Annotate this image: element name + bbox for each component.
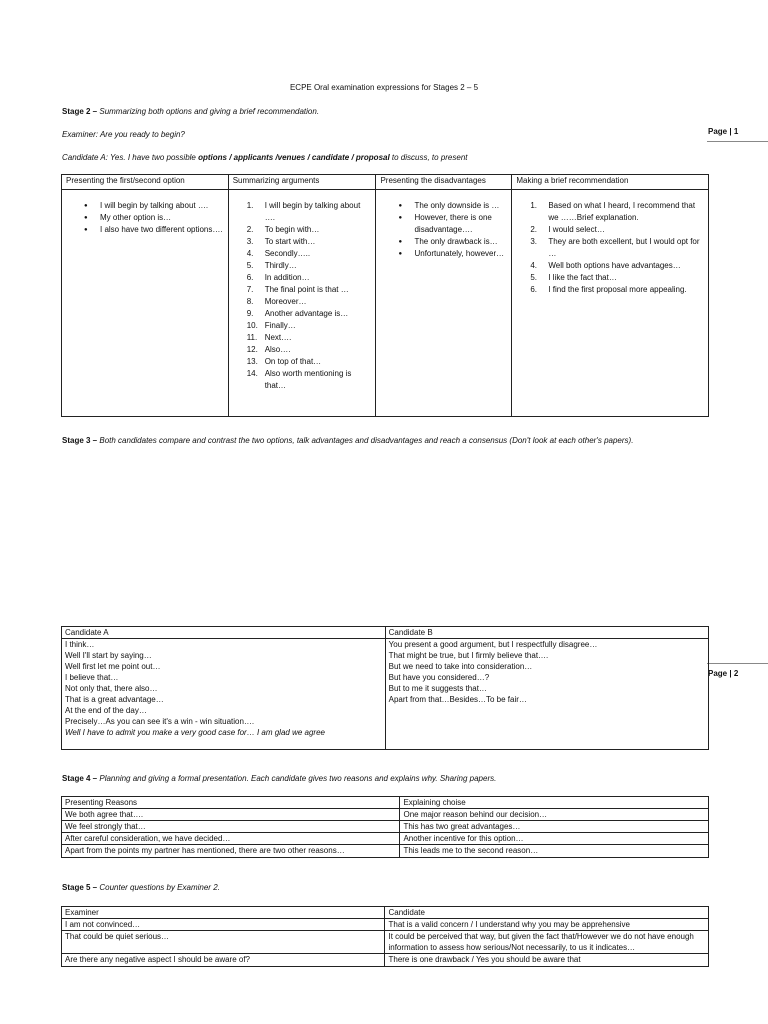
table-row	[62, 809, 709, 821]
table-cell: This leads me to the second reason…	[400, 845, 709, 858]
stage2-heading	[62, 106, 712, 118]
stage3-heading	[62, 434, 712, 447]
list-item-text: Well both options have advantages…	[548, 261, 681, 270]
list-item-text: I will begin by talking about ….	[100, 201, 209, 210]
list-item-text: I also have two different options….	[100, 225, 223, 234]
list-item	[66, 224, 224, 236]
list-item-text: Thirdly…	[264, 261, 297, 270]
phrase-item: I believe that…	[65, 673, 119, 682]
phrase-item: But to me it suggests that…	[388, 684, 487, 693]
list-item	[380, 248, 507, 260]
phrase-item: Precisely…As you can see it's a win - win situation….	[65, 717, 255, 726]
list-item	[516, 224, 704, 236]
stage5-heading	[62, 882, 712, 894]
list-item	[380, 236, 507, 248]
page-number: 1	[733, 127, 739, 136]
list-item-text: Also….	[264, 345, 291, 354]
list-item-text: I would select…	[548, 225, 605, 234]
list-item	[233, 332, 372, 344]
table-cell	[385, 639, 708, 750]
list-item-text: To start with…	[264, 237, 316, 246]
candidate-bold: options / applicants /venues / candidate / proposal	[198, 153, 390, 162]
list-number: 12.	[246, 345, 258, 354]
phrase-item: Apart from that…Besides…To be fair…	[388, 695, 527, 704]
list-number: 9.	[246, 309, 254, 318]
table-row	[62, 845, 709, 858]
table-header: Explaining choise	[400, 797, 709, 809]
table-cell: It could be perceived that way, but given the fact that/However we do not have enough information to assess how serious/Not necessarily, to us it indicates…	[385, 931, 709, 954]
list-item	[233, 368, 372, 392]
list-number: 4.	[530, 261, 538, 270]
bullet-icon: ●	[398, 251, 403, 257]
table-header: Presenting the first/second option	[62, 175, 229, 190]
stage2-table	[61, 174, 709, 417]
table-cell: Apart from the points my partner has mentioned, there are two other reasons…	[62, 845, 400, 858]
list-number: 1.	[246, 201, 254, 210]
list-item-text: Another advantage is…	[264, 309, 349, 318]
table-cell: That is a valid concern / I understand why you may be apprehensive	[385, 919, 709, 931]
phrase-item: Well I'll start by saying…	[65, 651, 152, 660]
list-number: 3.	[530, 237, 538, 246]
table-cell: After careful consideration, we have decided…	[62, 833, 400, 845]
list-number: 5.	[246, 261, 254, 270]
list-item-text: The final point is that …	[264, 285, 349, 294]
stage-description: Summarizing both options and giving a brief recommendation.	[99, 107, 320, 116]
page-number: 2	[733, 669, 739, 678]
page-label: Page	[708, 669, 728, 678]
stage-description: Counter questions by Examiner 2.	[99, 883, 220, 892]
table-row	[62, 931, 709, 954]
table-cell: Are there any negative aspect I should be aware of?	[62, 954, 385, 967]
list-item	[233, 224, 372, 236]
list-item-text: The only drawback is…	[414, 237, 498, 246]
stage-description: Planning and giving a formal presentation. Each candidate gives two reasons and explains why. Sharing papers.	[99, 774, 497, 783]
table-cell	[62, 639, 386, 750]
phrase-list	[389, 639, 705, 705]
stage-description: Both candidates compare and contrast the two options, talk advantages and disadvantages and reach a consensus (Don't look at each other's papers).	[99, 436, 634, 445]
list-item	[233, 248, 372, 260]
table-cell: We feel strongly that…	[62, 821, 400, 833]
page-marker-line	[707, 663, 768, 664]
stage4-table	[61, 796, 709, 858]
phrase-item: That is a great advantage…	[65, 695, 164, 704]
table-header: Presenting Reasons	[62, 797, 400, 809]
bullet-icon: ●	[84, 227, 88, 233]
list-number: 8.	[246, 297, 254, 306]
list-item	[233, 236, 372, 248]
table-row	[62, 954, 709, 967]
bullet-icon: ●	[398, 239, 403, 245]
page-marker-line	[707, 141, 768, 142]
stage-label: Stage 5 –	[62, 883, 100, 892]
candidate-line	[62, 152, 712, 164]
candidate-prefix: Candidate A: Yes. I have two possible	[62, 153, 199, 162]
list-number: 5.	[530, 273, 538, 282]
document-title: ECPE Oral examination expressions for Stages 2 – 5	[289, 83, 479, 92]
stage3-table	[61, 626, 709, 750]
page-label: Page	[708, 127, 728, 136]
phrase-item: But have you considered…?	[388, 673, 490, 682]
list-item-text: They are both excellent, but I would opt for …	[548, 237, 700, 258]
table-header: Candidate B	[385, 627, 708, 639]
table-header: Summarizing arguments	[228, 175, 376, 190]
table-row	[62, 919, 709, 931]
list-number: 1.	[530, 201, 538, 210]
table-header: Making a brief recommendation	[512, 175, 709, 190]
list-item-text: My other option is…	[100, 213, 172, 222]
table-cell: I am not convinced…	[62, 919, 385, 931]
phrase-item: You present a good argument, but I respectfully disagree…	[388, 640, 598, 649]
examiner-line: Examiner: Are you ready to begin?	[62, 130, 185, 139]
page-marker-1: Page | 1	[708, 127, 739, 136]
list-number: 6.	[246, 273, 254, 282]
table-header: Candidate	[385, 907, 709, 919]
list-number: 10.	[246, 321, 258, 330]
list-item	[516, 272, 704, 284]
list-item-text: I find the first proposal more appealing.	[548, 285, 687, 294]
list-number: 11.	[246, 333, 258, 342]
list-item-text: In addition…	[264, 273, 310, 282]
table-cell	[62, 190, 229, 417]
list-number: 14.	[246, 369, 258, 378]
table-cell	[512, 190, 709, 417]
list-item	[233, 308, 372, 320]
phrase-item: Well I have to admit you make a very good case for… I am glad we agree	[65, 728, 325, 737]
list-item-text: I like the fact that…	[548, 273, 617, 282]
list-item-text: However, there is one disadvantage….	[414, 213, 492, 234]
bullet-icon: ●	[84, 215, 88, 221]
table-row	[62, 821, 709, 833]
bullet-icon: ●	[398, 203, 403, 209]
table-header: Candidate A	[62, 627, 386, 639]
table-cell: Another incentive for this option…	[400, 833, 709, 845]
list-item-text: Moreover…	[264, 297, 307, 306]
list-item-text: I will begin by talking about ….	[264, 201, 361, 222]
list-item-text: To begin with…	[264, 225, 320, 234]
list-item	[516, 284, 704, 296]
stage-label: Stage 3 –	[62, 436, 100, 445]
phrase-item: That might be true, but I firmly believe that….	[388, 651, 549, 660]
phrase-list	[65, 639, 382, 727]
table-cell	[228, 190, 376, 417]
list-number: 3.	[246, 237, 254, 246]
list-item	[233, 356, 372, 368]
phrase-item: At the end of the day…	[65, 706, 147, 715]
list-number: 13.	[246, 357, 258, 366]
phrase-item: Well first let me point out…	[65, 662, 161, 671]
list-item	[233, 284, 372, 296]
list-number: 4.	[246, 249, 254, 258]
list-item	[233, 200, 372, 224]
table-header: Examiner	[62, 907, 385, 919]
bullet-list	[66, 200, 224, 236]
table-row	[62, 833, 709, 845]
list-item-text: Next….	[264, 333, 292, 342]
list-item	[233, 320, 372, 332]
table-header: Presenting the disadvantages	[376, 175, 512, 190]
list-item-text: On top of that…	[264, 357, 322, 366]
list-item-text: Finally…	[264, 321, 296, 330]
phrase-item: I think…	[65, 640, 95, 649]
list-number: 2.	[246, 225, 254, 234]
stage5-table	[61, 906, 709, 967]
list-number: 6.	[530, 285, 538, 294]
table-cell: That could be quiet serious…	[62, 931, 385, 954]
list-item-text: Unfortunately, however…	[414, 249, 505, 258]
table-cell: This has two great advantages…	[400, 821, 709, 833]
list-item	[233, 296, 372, 308]
table-cell: There is one drawback / Yes you should be aware that	[385, 954, 709, 967]
list-item-text: The only downside is …	[414, 201, 500, 210]
bullet-icon: ●	[398, 215, 403, 221]
numbered-list	[516, 200, 704, 296]
table-cell: One major reason behind our decision…	[400, 809, 709, 821]
stage-label: Stage 2 –	[62, 107, 100, 116]
page-marker-2: Page | 2	[708, 669, 739, 678]
list-item-text: Also worth mentioning is that…	[264, 369, 352, 390]
numbered-list	[233, 200, 372, 392]
list-number: 2.	[530, 225, 538, 234]
list-item	[66, 200, 224, 212]
stage4-heading	[62, 773, 712, 785]
phrase-item: But we need to take into consideration…	[388, 662, 533, 671]
list-item	[516, 260, 704, 272]
list-item	[233, 260, 372, 272]
bullet-icon: ●	[84, 203, 88, 209]
list-item	[380, 200, 507, 212]
candidate-suffix: to discuss, to present	[389, 153, 468, 162]
list-item	[233, 344, 372, 356]
list-number: 7.	[246, 285, 254, 294]
bullet-list	[380, 200, 507, 260]
list-item	[233, 272, 372, 284]
list-item	[516, 200, 704, 224]
stage-label: Stage 4 –	[62, 774, 100, 783]
table-cell	[376, 190, 512, 417]
phrase-item: Not only that, there also…	[65, 684, 158, 693]
list-item	[380, 212, 507, 236]
list-item	[516, 236, 704, 260]
list-item-text: Based on what I heard, I recommend that we ……Brief explanation.	[548, 201, 696, 222]
table-cell: We both agree that….	[62, 809, 400, 821]
list-item-text: Secondly…..	[264, 249, 311, 258]
list-item	[66, 212, 224, 224]
